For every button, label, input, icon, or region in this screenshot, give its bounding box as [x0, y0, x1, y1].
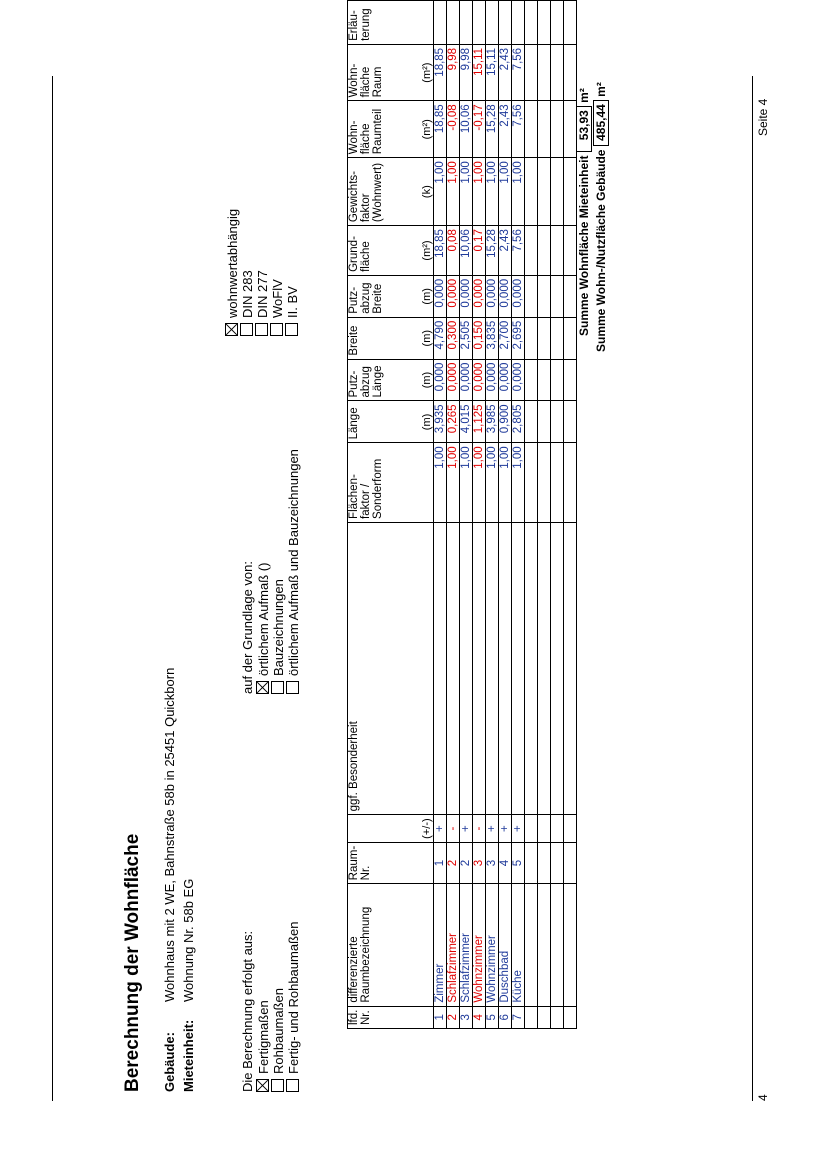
cell-sign: + [512, 815, 525, 842]
cell-empty [525, 44, 538, 100]
cell-wfteil: 2,43 [499, 101, 512, 158]
table-row-empty [551, 1, 564, 1029]
cell-sign: + [499, 815, 512, 842]
cell-raum: Zimmer [434, 884, 447, 1006]
cell-empty [551, 815, 564, 842]
cell-empty [525, 443, 538, 523]
cell-empty [551, 44, 564, 100]
checkbox-icon [255, 323, 268, 336]
cell-laenge: 3,985 [486, 401, 499, 443]
cell-putzb: 0,000 [473, 275, 486, 317]
cell-grund: 0,17 [473, 226, 486, 276]
cell-laenge: 2,805 [512, 401, 525, 443]
cell-empty [564, 359, 577, 401]
checkbox-icon [286, 1079, 299, 1092]
cell-wfteil: -0,17 [473, 101, 486, 158]
checkbox-icon [271, 681, 284, 694]
cell-empty [551, 842, 564, 884]
cell-laenge: 3,935 [434, 401, 447, 443]
sum-unit-value: 53,93 [576, 106, 592, 152]
cell-empty [564, 443, 577, 523]
cell-laenge: 0,900 [499, 401, 512, 443]
basis-heading: Die Berechnung erfolgt aus: [240, 930, 255, 1092]
cell-empty [538, 401, 551, 443]
cell-empty [538, 359, 551, 401]
cell-empty [564, 275, 577, 317]
cell-wfraum: 2,43 [499, 44, 512, 100]
cell-putzl: 0,000 [434, 359, 447, 401]
checkbox-checked-icon [256, 1079, 269, 1092]
cell-erl [499, 1, 512, 45]
cell-faktor: 1,00 [512, 443, 525, 523]
cell-raum: Duschbad [499, 884, 512, 1006]
cell-laenge: 4,015 [460, 401, 473, 443]
cell-empty [564, 401, 577, 443]
sum-unit [576, 88, 592, 336]
basis-option-both[interactable]: Fertig- und Rohbaumaßen [286, 922, 301, 1092]
cell-lfd: 1 [434, 1006, 447, 1028]
cell-breite: 3,835 [486, 317, 499, 359]
cell-raum: Wohnzimmer [473, 884, 486, 1006]
cell-faktor: 1,00 [473, 443, 486, 523]
cell-putzl: 0,000 [447, 359, 460, 401]
area-table [347, 0, 577, 1029]
cell-lfd: 6 [499, 1006, 512, 1028]
unit-wfteil: (m²) [420, 101, 434, 158]
col-gewicht: Gewichts- faktor (Wohnwert) [348, 158, 421, 226]
page-label-right: Seite 4 [756, 98, 770, 136]
unit-value: Wohnung Nr. 58b EG [181, 878, 196, 1002]
table-header-row [348, 1, 421, 1029]
cell-sign: + [460, 815, 473, 842]
cell-sign: - [473, 815, 486, 842]
col-grund: Grund- fläche [348, 226, 421, 276]
cell-faktor: 1,00 [447, 443, 460, 523]
cell-empty [551, 101, 564, 158]
col-laenge: Länge [348, 401, 421, 443]
grundlage-heading: auf der Grundlage von: [240, 561, 255, 694]
unit-gewicht: (k) [420, 158, 434, 226]
cell-empty [525, 226, 538, 276]
cell-empty [538, 815, 551, 842]
cell-raumnr: 1 [434, 842, 447, 884]
cell-empty [551, 158, 564, 226]
cell-gewicht: 1,00 [447, 158, 460, 226]
method-option-iibv[interactable]: II. BV [285, 209, 300, 336]
cell-raumnr: 5 [512, 842, 525, 884]
cell-empty [551, 522, 564, 814]
cell-putzb: 0,000 [486, 275, 499, 317]
cell-empty [538, 1, 551, 45]
col-faktor: Flächen- faktor / Sonderform [348, 443, 421, 523]
building-value: Wohnhaus mit 2 WE, Bahnstraße 58b in 25451 Quickborn [162, 667, 177, 1002]
cell-empty [525, 842, 538, 884]
checkbox-icon [285, 323, 298, 336]
cell-empty [564, 815, 577, 842]
cell-empty [551, 1, 564, 45]
cell-breite: 2,700 [499, 317, 512, 359]
cell-sign: + [434, 815, 447, 842]
building-label: Gebäude: [162, 1032, 177, 1092]
grundlage-option-both[interactable]: örtlichem Aufmaß und Bauzeichnungen [286, 449, 301, 694]
checkbox-icon [286, 681, 299, 694]
checkbox-icon [270, 323, 283, 336]
cell-besonderheit [499, 522, 512, 814]
cell-empty [551, 401, 564, 443]
cell-empty [538, 842, 551, 884]
cell-empty [564, 1, 577, 45]
cell-putzb: 0,000 [434, 275, 447, 317]
cell-grund: 0,08 [447, 226, 460, 276]
page-number-left: 4 [756, 1094, 770, 1101]
cell-breite: 2,505 [460, 317, 473, 359]
cell-faktor: 1,00 [460, 443, 473, 523]
cell-empty [564, 226, 577, 276]
unit-putzb: (m) [420, 275, 434, 317]
cell-empty [525, 359, 538, 401]
cell-grund: 15,28 [486, 226, 499, 276]
cell-empty [551, 884, 564, 1006]
cell-erl [512, 1, 525, 45]
cell-empty [538, 522, 551, 814]
cell-erl [434, 1, 447, 45]
cell-empty [551, 275, 564, 317]
unit-putzl: (m) [420, 359, 434, 401]
cell-lfd: 2 [447, 1006, 460, 1028]
cell-empty [525, 1006, 538, 1028]
cell-breite: 4,790 [434, 317, 447, 359]
cell-besonderheit [460, 522, 473, 814]
cell-empty [564, 158, 577, 226]
cell-gewicht: 1,00 [486, 158, 499, 226]
cell-gewicht: 1,00 [512, 158, 525, 226]
cell-empty [525, 884, 538, 1006]
col-lfd: lfd. Nr. [348, 1006, 421, 1028]
cell-empty [551, 359, 564, 401]
cell-erl [447, 1, 460, 45]
method-option-woflv[interactable]: WoFlV [270, 209, 285, 336]
cell-empty [564, 884, 577, 1006]
cell-empty [525, 101, 538, 158]
cell-empty [525, 1, 538, 45]
cell-empty [538, 101, 551, 158]
cell-putzb: 0,000 [499, 275, 512, 317]
cell-empty [525, 158, 538, 226]
table-row [473, 1, 486, 1029]
top-rule [52, 76, 53, 1101]
cell-lfd: 3 [460, 1006, 473, 1028]
cell-breite: 0,300 [447, 317, 460, 359]
cell-putzl: 0,000 [499, 359, 512, 401]
unit-wfraum: (m²) [420, 44, 434, 100]
cell-empty [551, 443, 564, 523]
cell-erl [460, 1, 473, 45]
unit-label: Mieteinheit: [181, 1019, 196, 1092]
bottom-rule [752, 76, 753, 1101]
cell-besonderheit [486, 522, 499, 814]
cell-raumnr: 4 [499, 842, 512, 884]
cell-empty [525, 522, 538, 814]
cell-gewicht: 1,00 [473, 158, 486, 226]
unit-laenge: (m) [420, 401, 434, 443]
table-row-empty [525, 1, 538, 1029]
basis-options [256, 922, 301, 1092]
table-row [499, 1, 512, 1029]
cell-empty [538, 1006, 551, 1028]
cell-empty [538, 44, 551, 100]
checkbox-icon [240, 323, 253, 336]
cell-gewicht: 1,00 [499, 158, 512, 226]
cell-breite: 2,695 [512, 317, 525, 359]
cell-raum: Schlafzimmer [447, 884, 460, 1006]
cell-putzl: 0,000 [473, 359, 486, 401]
cell-wfteil: 7,56 [512, 101, 525, 158]
cell-empty [551, 1006, 564, 1028]
cell-wfraum: 15,11 [473, 44, 486, 100]
cell-wfteil: -0,08 [447, 101, 460, 158]
col-putzb: Putz- abzug Breite [348, 275, 421, 317]
cell-sign: - [447, 815, 460, 842]
cell-raum: Küche [512, 884, 525, 1006]
cell-erl [486, 1, 499, 45]
sum-building-unit: m² [594, 82, 608, 97]
cell-raum: Wohnzimmer [486, 884, 499, 1006]
unit-sign: (+/-) [420, 815, 434, 842]
sum-building-value: 485,44 [593, 100, 609, 146]
cell-putzl: 0,000 [460, 359, 473, 401]
basis-option-fertig[interactable]: Fertigmaßen [256, 922, 271, 1092]
cell-empty [538, 443, 551, 523]
col-besonderheit: ggf. Besonderheit [348, 522, 421, 814]
col-raum: differenzierte Raumbezeichnung [348, 884, 421, 1006]
cell-wfteil: 15,28 [486, 101, 499, 158]
cell-putzb: 0,000 [512, 275, 525, 317]
method-option-wohnwert[interactable]: wohnwertabhängig [225, 209, 240, 336]
cell-empty [538, 226, 551, 276]
cell-besonderheit [473, 522, 486, 814]
method-option-din277[interactable]: DIN 277 [255, 209, 270, 336]
table-row [447, 1, 460, 1029]
cell-empty [564, 317, 577, 359]
cell-faktor: 1,00 [434, 443, 447, 523]
cell-wfraum: 9,98 [460, 44, 473, 100]
cell-empty [525, 401, 538, 443]
cell-wfteil: 10,06 [460, 101, 473, 158]
cell-besonderheit [512, 522, 525, 814]
cell-empty [564, 1006, 577, 1028]
cell-raumnr: 2 [460, 842, 473, 884]
cell-empty [564, 842, 577, 884]
unit-grund: (m²) [420, 226, 434, 276]
cell-empty [538, 275, 551, 317]
table-unit-row [420, 1, 434, 1029]
cell-wfraum: 7,56 [512, 44, 525, 100]
checkbox-checked-icon [256, 681, 269, 694]
col-breite: Breite [348, 317, 421, 359]
cell-putzl: 0,000 [512, 359, 525, 401]
cell-empty [551, 226, 564, 276]
col-wfraum: Wohn- fläche Raum [348, 44, 421, 100]
col-putzl: Putz- abzug Länge [348, 359, 421, 401]
table-row-empty [538, 1, 551, 1029]
cell-besonderheit [447, 522, 460, 814]
table-row [434, 1, 447, 1029]
unit-breite: (m) [420, 317, 434, 359]
table-row-empty [564, 1, 577, 1029]
grundlage-option-aufmass[interactable]: örtlichem Aufmaß () [256, 449, 271, 694]
cell-erl [473, 1, 486, 45]
cell-laenge: 0,265 [447, 401, 460, 443]
checkbox-icon [271, 1079, 284, 1092]
cell-putzb: 0,000 [460, 275, 473, 317]
cell-empty [538, 884, 551, 1006]
cell-lfd: 5 [486, 1006, 499, 1028]
col-raumnr: Raum- Nr. [348, 842, 421, 884]
cell-empty [564, 101, 577, 158]
table-row [486, 1, 499, 1029]
cell-grund: 7,56 [512, 226, 525, 276]
cell-breite: 0,150 [473, 317, 486, 359]
cell-sign: + [486, 815, 499, 842]
page-title: Berechnung der Wohnfläche [122, 833, 143, 1092]
basis-option-roh[interactable]: Rohbaumaßen [271, 922, 286, 1092]
cell-raum: Schlafzimmer [460, 884, 473, 1006]
cell-empty [525, 275, 538, 317]
col-erl: Erläu- terung [348, 1, 421, 45]
cell-gewicht: 1,00 [434, 158, 447, 226]
table-row [512, 1, 525, 1029]
cell-faktor: 1,00 [499, 443, 512, 523]
method-options [225, 209, 300, 336]
cell-wfraum: 15,11 [486, 44, 499, 100]
cell-empty [564, 44, 577, 100]
cell-faktor: 1,00 [486, 443, 499, 523]
cell-lfd: 7 [512, 1006, 525, 1028]
cell-empty [525, 317, 538, 359]
cell-grund: 2,43 [499, 226, 512, 276]
sum-building-label: Summe Wohn-/Nutzfläche Gebäude [594, 149, 608, 352]
cell-raumnr: 3 [473, 842, 486, 884]
cell-empty [538, 317, 551, 359]
col-sign [348, 815, 421, 842]
cell-grund: 18,85 [434, 226, 447, 276]
checkbox-checked-icon [225, 323, 238, 336]
cell-putzb: 0,000 [447, 275, 460, 317]
cell-lfd: 4 [473, 1006, 486, 1028]
cell-wfraum: 9,98 [447, 44, 460, 100]
cell-raumnr: 3 [486, 842, 499, 884]
sum-unit-unit: m² [577, 88, 591, 103]
cell-wfteil: 18,85 [434, 101, 447, 158]
cell-raumnr: 2 [447, 842, 460, 884]
cell-grund: 10,06 [460, 226, 473, 276]
table-row [460, 1, 473, 1029]
cell-empty [551, 317, 564, 359]
grundlage-options [256, 449, 301, 694]
cell-gewicht: 1,00 [460, 158, 473, 226]
cell-empty [564, 522, 577, 814]
col-wfteil: Wohn- fläche Raumteil [348, 101, 421, 158]
cell-wfraum: 18,85 [434, 44, 447, 100]
cell-laenge: 1,125 [473, 401, 486, 443]
cell-empty [525, 815, 538, 842]
grundlage-option-bauzeichnungen[interactable]: Bauzeichnungen [271, 449, 286, 694]
method-option-din283[interactable]: DIN 283 [240, 209, 255, 336]
cell-empty [538, 158, 551, 226]
cell-besonderheit [434, 522, 447, 814]
sum-unit-label: Summe Wohnfläche Mieteinheit [577, 155, 591, 336]
cell-putzl: 0,000 [486, 359, 499, 401]
sum-building [593, 82, 609, 352]
